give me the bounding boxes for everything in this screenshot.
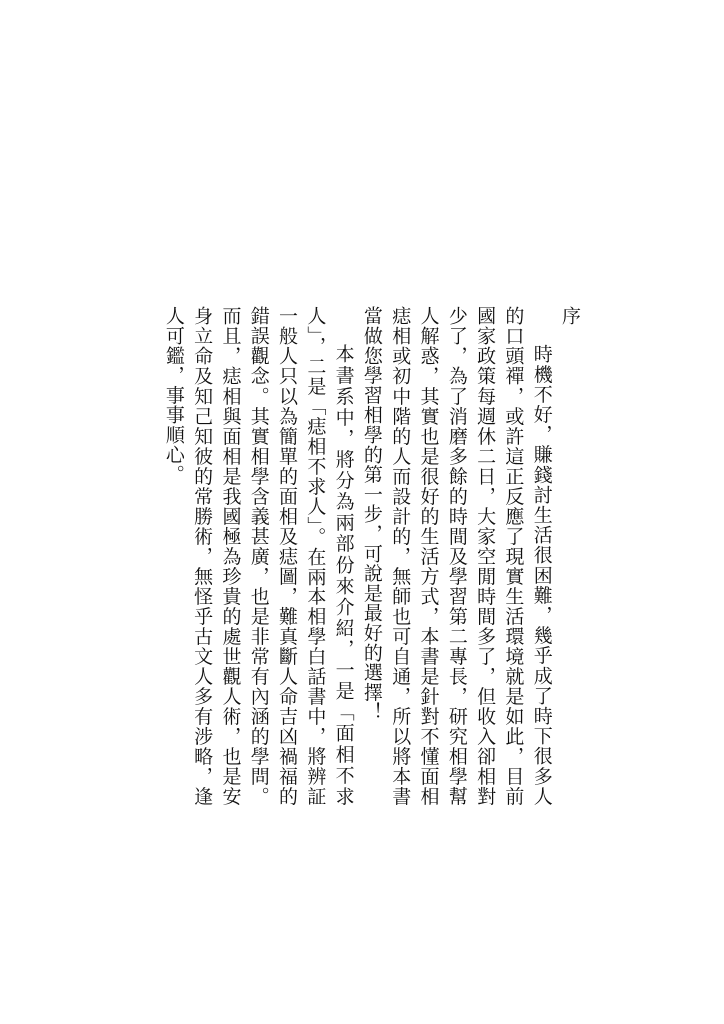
preface-paragraph-2: 本書系中，將分為兩部份來介紹，一是「面相不求人」，二是「痣相不求人」。在兩本相學白話書中，將辨証一般人只以為簡單的面相及痣圖，難真斷人命吉凶禍福的錯誤觀念。其實相學含義甚廣，也是非常有內涵的學問。而且，痣相與面相是我國極為珍貴的處世觀人術，也是安身立命及知己知彼的常勝術，無怪乎古文人多有涉略，逢人可鑑，事事順心。	[162, 306, 355, 806]
preface-title: 序	[559, 306, 581, 326]
preface-paragraph-1: 時機不好，賺錢討生活很困難，幾乎成了時下很多人的口頭禪，或許這正反應了現實生活環境就是如此，目前國家政策每週休二日，大家空閒時間多了，但收入卻相對少了，為了消磨多餘的時間及學習第二專長，研究相學幫人解惑，其實也是很好的生活方式，本書是針對不懂面相痣相或初中階的人而設計的，無師也可自通，所以將本書當做您學習相學的第一步，可說是最好的選擇！	[360, 306, 553, 806]
preface-text-block	[160, 306, 584, 806]
